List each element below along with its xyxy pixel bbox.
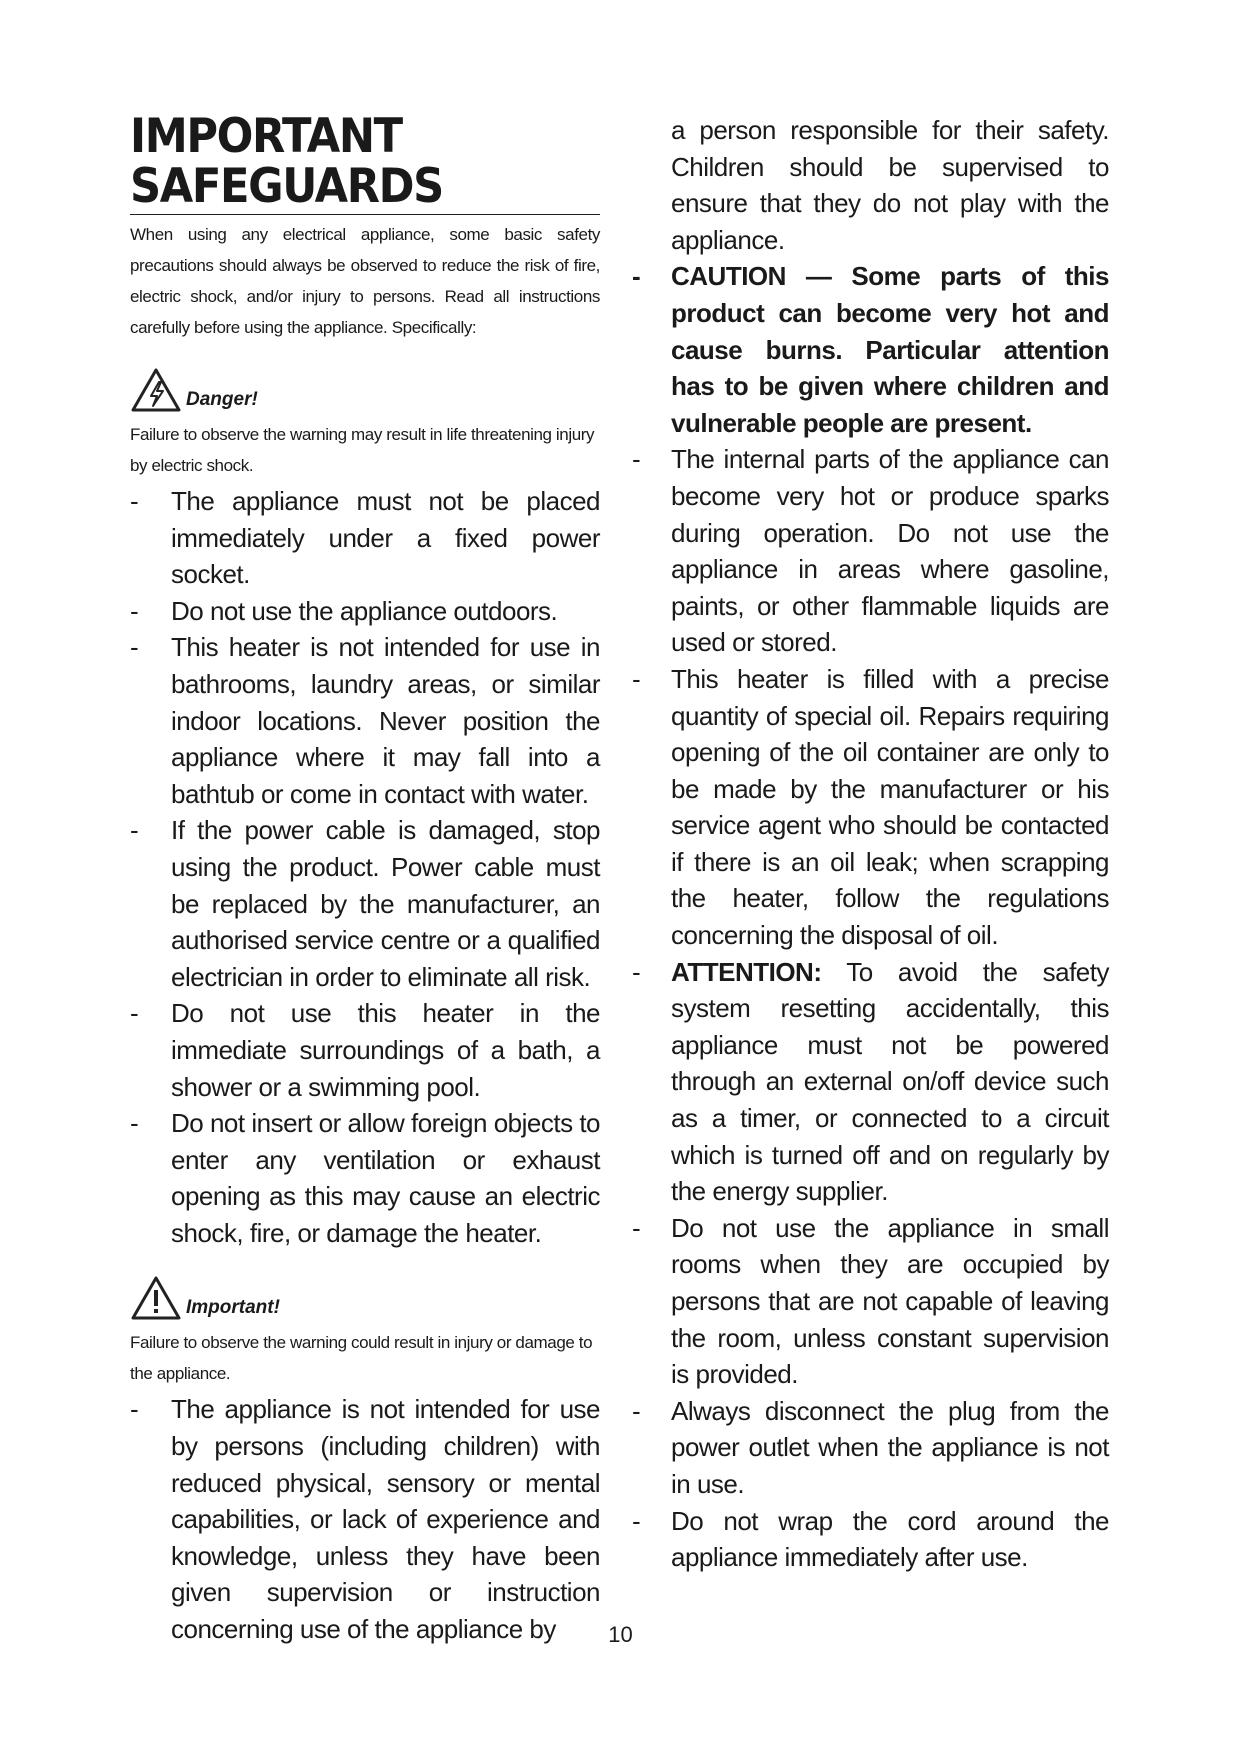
danger-label: Danger! bbox=[186, 389, 258, 410]
warning-triangle-icon bbox=[130, 1275, 182, 1321]
list-item: - Do not wrap the cord around the appliance immediately after use. bbox=[632, 1505, 1109, 1573]
title-line-2: SAFEGUARDS bbox=[130, 159, 443, 214]
title-line-1: IMPORTANT bbox=[130, 109, 402, 164]
danger-list bbox=[130, 483, 600, 1251]
caution-item: - CAUTION — Some parts of this product can become very hot and cause burns. Particular attention has to be given where children and vulnerable people are present. bbox=[632, 261, 1109, 438]
important-list bbox=[130, 1391, 600, 1647]
intro-paragraph: When using any electrical appliance, some basic safety precautions should always be observed to reduce the risk of fire, electric shock, and/or injury to persons. Read all instructions carefully before using the appliance. Specifically: bbox=[130, 225, 600, 337]
list-item: - This heater is not intended for use in bathrooms, laundry areas, or similar indoor locations. Never position the appliance where it may fall into a bathtub or come in contact with water. bbox=[130, 632, 600, 809]
list-item: - The appliance is not intended for use by persons (including children) with reduced physical, sensory or mental capabilities, or lack of experience and knowledge, unless they have been given supervision or instruction concerning use of the appliance by bbox=[130, 1394, 600, 1645]
attention-item: - ATTENTION: To avoid the safety system resetting accidentally, this appliance must not be powered through an external on/off device such as a timer, or connected to a circuit which is turned off and on regularly by the energy supplier. bbox=[632, 956, 1109, 1207]
list-item: - Do not insert or allow foreign objects to enter any ventilation or exhaust opening as this may cause an electric shock, fire, or damage the heater. bbox=[130, 1108, 600, 1248]
right-column bbox=[632, 112, 1109, 1576]
danger-description: Failure to observe the warning may result in life threatening injury by electric shock. bbox=[130, 425, 595, 475]
list-item: - This heater is filled with a precise quantity of special oil. Repairs requiring opening of the oil container are only to be made by the manufacturer or his service agent who should be contacted if there is an oil leak; when scrapping the heater, follow the regulations concerning the disposal of oil. bbox=[632, 663, 1109, 951]
list-item: - If the power cable is damaged, stop using the product. Power cable must be replaced by the manufacturer, an authorised service centre or a qualified electrician in order to eliminate all risk. bbox=[130, 815, 600, 992]
important-heading bbox=[130, 1273, 600, 1321]
list-item: - The appliance must not be placed immediately under a fixed power socket. bbox=[130, 486, 600, 590]
electric-hazard-icon bbox=[130, 367, 182, 413]
list-item: - Do not use the appliance outdoors. bbox=[130, 595, 558, 626]
danger-heading bbox=[130, 365, 600, 413]
important-description: Failure to observe the warning could result in injury or damage to the appliance. bbox=[130, 1333, 593, 1384]
important-label: Important! bbox=[186, 1297, 280, 1319]
list-item: - Always disconnect the plug from the power outlet when the appliance is not in use. bbox=[632, 1395, 1109, 1499]
page-number: 10 bbox=[608, 1622, 633, 1647]
title-divider bbox=[130, 214, 600, 215]
right-list bbox=[632, 112, 1109, 1576]
page-title bbox=[130, 109, 562, 214]
left-column bbox=[130, 109, 600, 1648]
attention-label: ATTENTION: bbox=[671, 956, 822, 987]
list-item: - Do not use the appliance in small rooms when they are occupied by persons that are not capable of leaving the room, unless constant supervision is provided. bbox=[632, 1212, 1109, 1390]
list-item: - The internal parts of the appliance can become very hot or produce sparks during operation. Do not use the appliance in areas where gasoline, paints, or other flammable liquids are used or stored. bbox=[632, 444, 1109, 658]
list-item-continuation: a person responsible for their safety. Children should be supervised to ensure that they do not play with the appliance. bbox=[671, 115, 1109, 255]
list-item: - Do not use this heater in the immediate surroundings of a bath, a shower or a swimming pool. bbox=[130, 998, 600, 1102]
